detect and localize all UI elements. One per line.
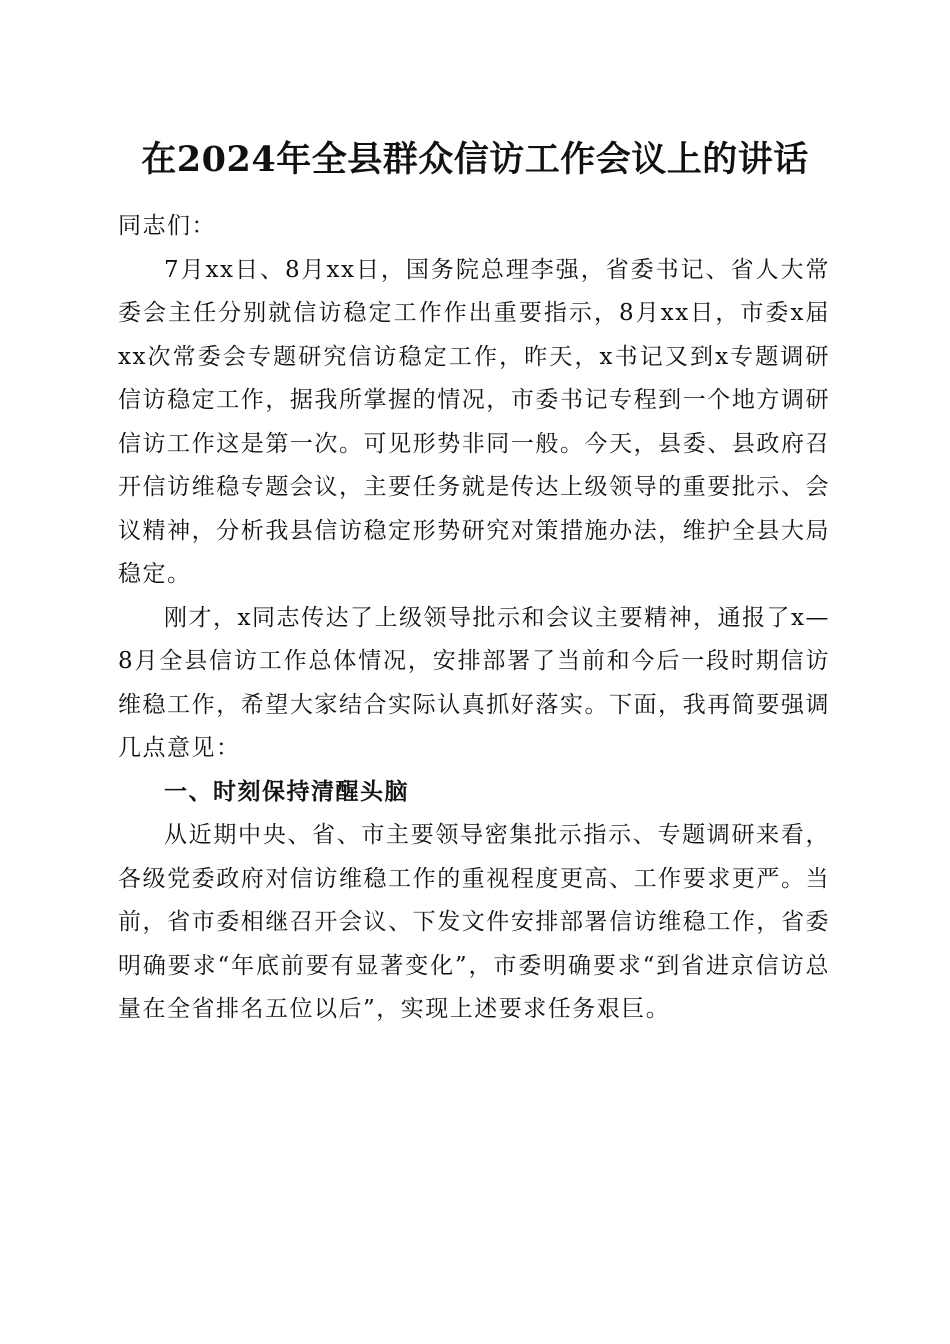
document-body: [118, 205, 830, 1032]
paragraph-intro: 7月xx日、8月xx日，国务院总理李强，省委书记、省人大常委会主任分别就信访稳定工作作出重要指示，8月xx日，市委x届xx次常委会专题研究信访稳定工作，昨天，x书记又到x专题调研信访稳定工作，据我所掌握的情况，市委书记专程到一个地方调研信访工作这是第一次。可见形势非同一般。今天，县委、县政府召开信访维稳专题会议，主要任务就是传达上级领导的重要批示、会议精神，分析我县信访稳定形势研究对策措施办法，维护全县大局稳定。: [118, 256, 830, 587]
salutation: 同志们：: [118, 213, 216, 239]
paragraph-summary: 刚才，x同志传达了上级领导批示和会议主要精神，通报了x—8月全县信访工作总体情况，安排部署了当前和今后一段时期信访维稳工作，希望大家结合实际认真抓好落实。下面，我再简要强调几点意见：: [118, 604, 830, 761]
section-paragraph: 从近期中央、省、市主要领导密集批示指示、专题调研来看，各级党委政府对信访维稳工作的重视程度更高、工作要求更严。当前，省市委相继召开会议、下发文件安排部署信访维稳工作，省委明确要求“年底前要有显著变化”，市委明确要求“到省进京信访总量在全省排名五位以后”，实现上述要求任务艰巨。: [118, 822, 830, 1022]
document-title: 在2024年全县群众信访工作会议上的讲话: [141, 139, 809, 180]
section-heading: 一、时刻保持清醒头脑: [164, 778, 409, 805]
